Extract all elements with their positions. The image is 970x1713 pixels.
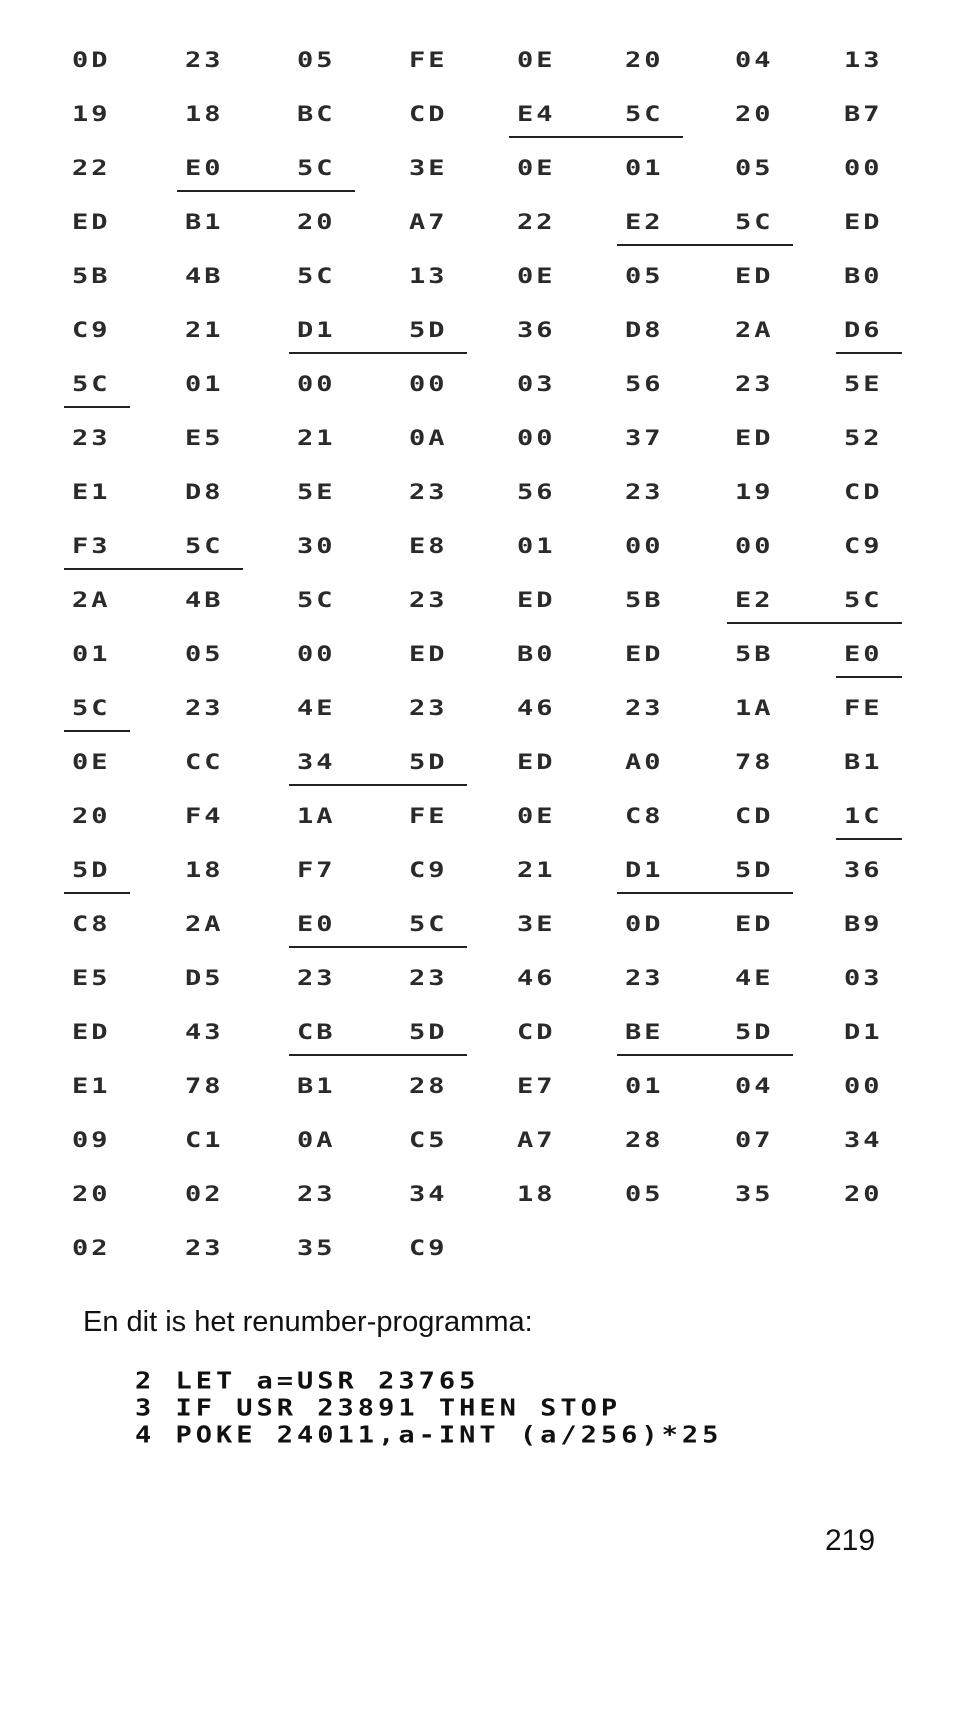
hex-byte: CD <box>735 804 774 829</box>
hex-byte: 18 <box>185 102 224 127</box>
hex-byte: 13 <box>409 264 448 289</box>
hex-byte: F4 <box>185 804 224 829</box>
hex-byte: 78 <box>735 750 774 775</box>
hex-row <box>0 692 970 732</box>
hex-byte: 02 <box>185 1182 224 1207</box>
hex-row <box>0 908 970 948</box>
hex-byte: 0E <box>517 804 556 829</box>
hex-byte: ED <box>517 750 556 775</box>
hex-byte: B0 <box>517 642 556 667</box>
hex-byte: E1 <box>72 480 111 505</box>
underline-mark <box>617 244 793 246</box>
hex-byte: CB <box>297 1020 336 1045</box>
hex-byte: 0D <box>72 48 111 73</box>
hex-row <box>0 314 970 354</box>
hex-byte: B7 <box>844 102 883 127</box>
hex-byte: D6 <box>844 318 883 343</box>
hex-byte: 03 <box>517 372 556 397</box>
hex-byte: CD <box>409 102 448 127</box>
underline-mark <box>836 676 902 678</box>
hex-byte: 28 <box>625 1128 664 1153</box>
hex-byte: 56 <box>625 372 664 397</box>
hex-byte: D8 <box>185 480 224 505</box>
underline-mark <box>289 1054 467 1056</box>
hex-byte: B1 <box>297 1074 336 1099</box>
hex-byte: 37 <box>625 426 664 451</box>
hex-byte: C9 <box>844 534 883 559</box>
hex-byte: 04 <box>735 1074 774 1099</box>
hex-byte: 5C <box>625 102 664 127</box>
hex-byte: 00 <box>844 1074 883 1099</box>
hex-byte: D1 <box>297 318 336 343</box>
hex-byte: CC <box>185 750 224 775</box>
hex-byte: 01 <box>72 642 111 667</box>
hex-byte: 03 <box>844 966 883 991</box>
hex-byte: 5D <box>409 318 448 343</box>
hex-byte: 0E <box>72 750 111 775</box>
basic-line: 4 POKE 24011,a-INT (a/256)*25 <box>135 1422 723 1449</box>
hex-byte: 00 <box>735 534 774 559</box>
hex-byte: 3E <box>409 156 448 181</box>
page-number: 219 <box>825 1524 876 1557</box>
underline-mark <box>509 136 683 138</box>
hex-byte: 34 <box>297 750 336 775</box>
hex-byte: E7 <box>517 1074 556 1099</box>
hex-byte: 23 <box>185 48 224 73</box>
hex-byte: 36 <box>844 858 883 883</box>
hex-byte: 23 <box>185 1236 224 1261</box>
hex-byte: ED <box>517 588 556 613</box>
hex-byte: 05 <box>625 1182 664 1207</box>
basic-listing <box>135 1370 722 1451</box>
hex-byte: D1 <box>844 1020 883 1045</box>
underline-mark <box>177 190 355 192</box>
hex-byte: 05 <box>735 156 774 181</box>
hex-row <box>0 260 970 300</box>
hex-byte: 22 <box>72 156 111 181</box>
hex-byte: 46 <box>517 966 556 991</box>
hex-byte: 20 <box>844 1182 883 1207</box>
hex-byte: ED <box>844 210 883 235</box>
hex-byte: 5B <box>72 264 111 289</box>
hex-byte: E4 <box>517 102 556 127</box>
underline-mark <box>617 892 793 894</box>
underline-mark <box>836 838 902 840</box>
hex-byte: 0A <box>297 1128 336 1153</box>
hex-byte: E8 <box>409 534 448 559</box>
hex-row <box>0 962 970 1002</box>
hex-byte: 20 <box>297 210 336 235</box>
hex-byte: 1A <box>735 696 774 721</box>
hex-byte: B1 <box>185 210 224 235</box>
hex-byte: 01 <box>185 372 224 397</box>
hex-byte: 20 <box>735 102 774 127</box>
hex-byte: 23 <box>409 480 448 505</box>
hex-byte: 5C <box>297 588 336 613</box>
hex-byte: 05 <box>625 264 664 289</box>
hex-byte: D5 <box>185 966 224 991</box>
hex-byte: F7 <box>297 858 336 883</box>
hex-byte: 1A <box>297 804 336 829</box>
hex-byte: 3E <box>517 912 556 937</box>
hex-byte: B9 <box>844 912 883 937</box>
hex-byte: 20 <box>72 804 111 829</box>
hex-row <box>0 476 970 516</box>
hex-byte: 5D <box>72 858 111 883</box>
hex-byte: 0E <box>517 264 556 289</box>
hex-byte: A7 <box>409 210 448 235</box>
hex-byte: 01 <box>625 1074 664 1099</box>
hex-byte: 23 <box>409 588 448 613</box>
hex-row <box>0 206 970 246</box>
hex-byte: 5C <box>297 156 336 181</box>
hex-byte: 23 <box>72 426 111 451</box>
hex-byte: 34 <box>844 1128 883 1153</box>
hex-byte: 5D <box>409 750 448 775</box>
underline-mark <box>289 784 467 786</box>
hex-byte: C9 <box>72 318 111 343</box>
underline-mark <box>64 406 130 408</box>
hex-byte: 00 <box>297 372 336 397</box>
hex-byte: BE <box>625 1020 664 1045</box>
hex-row <box>0 422 970 462</box>
underline-mark <box>836 352 902 354</box>
hex-byte: 21 <box>517 858 556 883</box>
hex-byte: 05 <box>297 48 336 73</box>
hex-byte: 5D <box>735 858 774 883</box>
hex-byte: BC <box>297 102 336 127</box>
hex-byte: 5C <box>297 264 336 289</box>
hex-row <box>0 800 970 840</box>
hex-byte: 5C <box>72 372 111 397</box>
hex-byte: ED <box>735 912 774 937</box>
basic-line: 3 IF USR 23891 THEN STOP <box>135 1395 622 1422</box>
hex-byte: 56 <box>517 480 556 505</box>
hex-byte: 02 <box>72 1236 111 1261</box>
hex-byte: 4B <box>185 264 224 289</box>
hex-byte: 5E <box>297 480 336 505</box>
hex-byte: E2 <box>625 210 664 235</box>
hex-byte: 19 <box>72 102 111 127</box>
hex-byte: 4E <box>297 696 336 721</box>
hex-byte: 22 <box>517 210 556 235</box>
hex-byte: E0 <box>297 912 336 937</box>
hex-row <box>0 746 970 786</box>
hex-byte: E1 <box>72 1074 111 1099</box>
hex-byte: 0E <box>517 156 556 181</box>
hex-byte: C9 <box>409 1236 448 1261</box>
hex-byte: A0 <box>625 750 664 775</box>
hex-byte: 0D <box>625 912 664 937</box>
underline-mark <box>64 568 243 570</box>
hex-byte: 20 <box>625 48 664 73</box>
hex-byte: 46 <box>517 696 556 721</box>
hex-byte: 01 <box>517 534 556 559</box>
hex-byte: 5E <box>844 372 883 397</box>
hex-byte: 0A <box>409 426 448 451</box>
hex-byte: 23 <box>625 480 664 505</box>
hex-row <box>0 152 970 192</box>
hex-byte: FE <box>409 48 448 73</box>
hex-byte: 5C <box>409 912 448 937</box>
hex-row <box>0 44 970 84</box>
hex-row <box>0 98 970 138</box>
hex-row <box>0 584 970 624</box>
hex-byte: 05 <box>185 642 224 667</box>
hex-byte: 21 <box>297 426 336 451</box>
hex-row <box>0 638 970 678</box>
hex-byte: 09 <box>72 1128 111 1153</box>
basic-line: 2 LET a=USR 23765 <box>135 1368 480 1395</box>
hex-row <box>0 1178 970 1218</box>
underline-mark <box>617 1054 793 1056</box>
hex-byte: 5B <box>625 588 664 613</box>
hex-byte: D1 <box>625 858 664 883</box>
hex-byte: 18 <box>185 858 224 883</box>
hex-byte: 2A <box>735 318 774 343</box>
hex-byte: 5C <box>72 696 111 721</box>
hex-byte: B1 <box>844 750 883 775</box>
hex-row <box>0 1070 970 1110</box>
hex-byte: E5 <box>185 426 224 451</box>
hex-byte: 0E <box>517 48 556 73</box>
hex-byte: C8 <box>625 804 664 829</box>
hex-row <box>0 1232 970 1272</box>
hex-row <box>0 1016 970 1056</box>
hex-byte: 00 <box>409 372 448 397</box>
hex-byte: ED <box>72 210 111 235</box>
hex-byte: 2A <box>185 912 224 937</box>
hex-byte: E2 <box>735 588 774 613</box>
hex-byte: 5D <box>409 1020 448 1045</box>
underline-mark <box>64 892 130 894</box>
hex-byte: 20 <box>72 1182 111 1207</box>
hex-byte: 36 <box>517 318 556 343</box>
hex-byte: 4E <box>735 966 774 991</box>
hex-byte: 34 <box>409 1182 448 1207</box>
hex-byte: C1 <box>185 1128 224 1153</box>
hex-byte: 30 <box>297 534 336 559</box>
hex-byte: ED <box>72 1020 111 1045</box>
hex-byte: 21 <box>185 318 224 343</box>
hex-row <box>0 854 970 894</box>
hex-byte: 13 <box>844 48 883 73</box>
hex-byte: CD <box>844 480 883 505</box>
hex-byte: 23 <box>297 1182 336 1207</box>
hex-byte: ED <box>625 642 664 667</box>
hex-byte: 5B <box>735 642 774 667</box>
hex-byte: C9 <box>409 858 448 883</box>
hex-byte: 2A <box>72 588 111 613</box>
hex-byte: 07 <box>735 1128 774 1153</box>
hex-byte: 23 <box>185 696 224 721</box>
hex-row <box>0 368 970 408</box>
hex-byte: ED <box>409 642 448 667</box>
hex-byte: A7 <box>517 1128 556 1153</box>
hex-byte: 01 <box>625 156 664 181</box>
hex-byte: 23 <box>409 966 448 991</box>
hex-byte: 5C <box>844 588 883 613</box>
hex-byte: FE <box>844 696 883 721</box>
hex-byte: 23 <box>297 966 336 991</box>
hex-byte: 1C <box>844 804 883 829</box>
hex-byte: E5 <box>72 966 111 991</box>
hex-byte: C5 <box>409 1128 448 1153</box>
hex-byte: 00 <box>625 534 664 559</box>
hex-row <box>0 1124 970 1164</box>
hex-byte: ED <box>735 264 774 289</box>
underline-mark <box>64 730 130 732</box>
hex-byte: FE <box>409 804 448 829</box>
hex-byte: C8 <box>72 912 111 937</box>
hex-byte: 5C <box>185 534 224 559</box>
hex-byte: 23 <box>625 966 664 991</box>
hex-byte: 00 <box>844 156 883 181</box>
hex-byte: 5D <box>735 1020 774 1045</box>
hex-byte: CD <box>517 1020 556 1045</box>
hex-byte: 00 <box>517 426 556 451</box>
intro-text: En dit is het renumber-programma: <box>83 1306 533 1338</box>
hex-byte: 5C <box>735 210 774 235</box>
hex-byte: 4B <box>185 588 224 613</box>
hex-byte: 00 <box>297 642 336 667</box>
hex-byte: F3 <box>72 534 111 559</box>
hex-byte: 35 <box>297 1236 336 1261</box>
hex-byte: E0 <box>844 642 883 667</box>
hex-byte: 18 <box>517 1182 556 1207</box>
hex-byte: B0 <box>844 264 883 289</box>
hex-byte: 52 <box>844 426 883 451</box>
underline-mark <box>727 622 902 624</box>
underline-mark <box>289 946 467 948</box>
hex-byte: 43 <box>185 1020 224 1045</box>
hex-byte: ED <box>735 426 774 451</box>
hex-byte: 19 <box>735 480 774 505</box>
hex-byte: 23 <box>735 372 774 397</box>
underline-mark <box>289 352 467 354</box>
hex-byte: 23 <box>625 696 664 721</box>
hex-byte: 23 <box>409 696 448 721</box>
hex-byte: 04 <box>735 48 774 73</box>
hex-byte: 28 <box>409 1074 448 1099</box>
hex-byte: 78 <box>185 1074 224 1099</box>
hex-byte: 35 <box>735 1182 774 1207</box>
hex-byte: D8 <box>625 318 664 343</box>
hex-byte: E0 <box>185 156 224 181</box>
hex-row <box>0 530 970 570</box>
